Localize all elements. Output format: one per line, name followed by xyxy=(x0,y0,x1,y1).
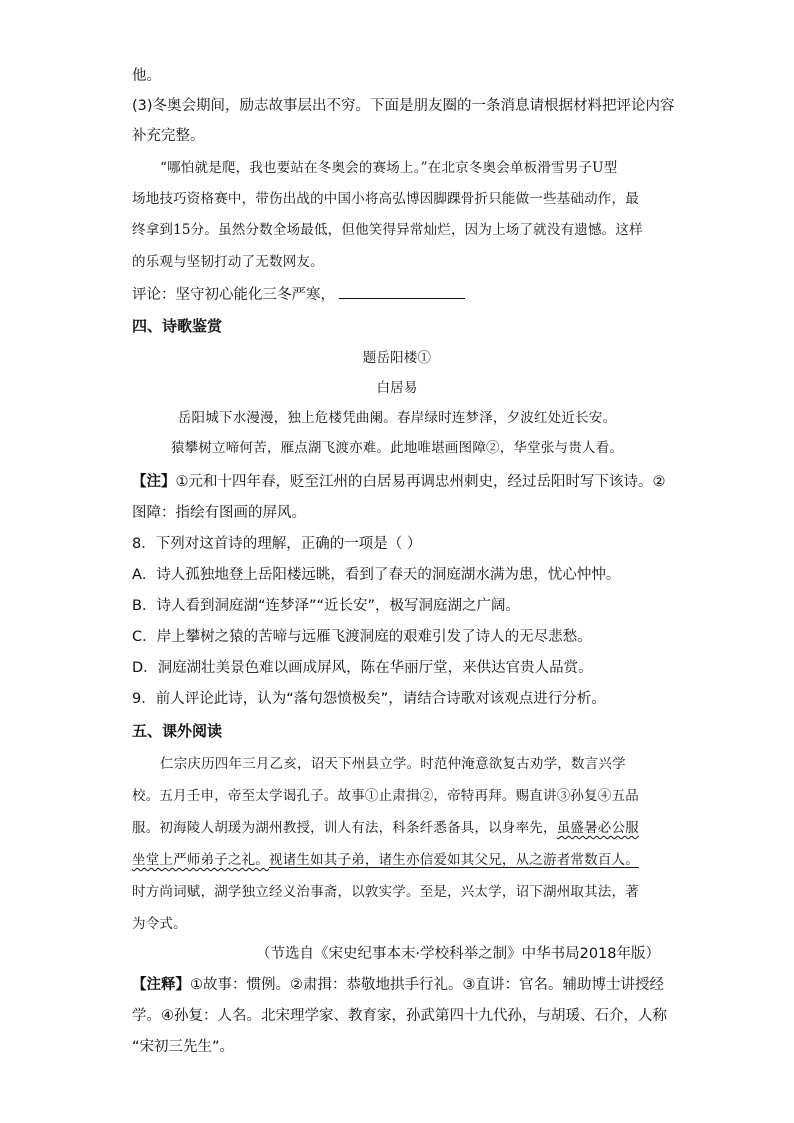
material-line: 终拿到15分。虽然分数全场最低，但他笑得异常灿烂，因为上场了就没有遗憾。这样 xyxy=(132,222,643,238)
passage-line: 仁宗庆历四年三月乙亥，诏天下州县立学。时范仲淹意欲复古劝学，数言兴学 xyxy=(160,756,626,772)
poem-note-cont: 图障：指绘有图画的屏风。 xyxy=(132,505,306,521)
text-line: 他。 xyxy=(132,68,161,84)
poem-line: 猿攀树立啼何苦，雁点湖飞渡亦难。此地唯堪画图障②，华堂张与贵人看。 xyxy=(170,440,624,456)
comment-line xyxy=(132,284,672,305)
passage-line: 时方尚词赋，湖学独立经义治事斋，以敦实学。至是，兴太学，诏下湖州取其法，著 xyxy=(132,884,639,900)
note-label: 【注】 xyxy=(132,474,176,490)
comment-prefix: 评论：坚守初心能化三冬严寒， xyxy=(132,287,335,303)
poem-line: 岳阳城下水漫漫，独上危楼凭曲阑。春岸绿时连梦泽，夕波红处近长安。 xyxy=(177,410,617,426)
underlined-text: 视诸生如其子弟，诸生亦信爱如其父兄，从之游者常数百人。 xyxy=(269,852,639,868)
material-line: “哪怕就是爬，我也要站在冬奥会的赛场上。”在北京冬奥会单板滑雪男子U型 xyxy=(160,160,618,176)
poem-note xyxy=(132,472,672,492)
passage-line: 为令式。 xyxy=(132,916,187,932)
notes-label: 【注释】 xyxy=(132,977,190,993)
note-text: ①元和十四年春，贬至江州的白居易再调忠州刺史，经过岳阳时写下该诗。② xyxy=(175,474,666,490)
section-5-heading: 五、课外阅读 xyxy=(132,722,223,740)
poem-author: 白居易 xyxy=(376,380,418,396)
passage-line xyxy=(132,850,672,870)
wavy-underlined-text: 虽盛暑必公服 xyxy=(556,820,639,836)
passage-notes xyxy=(132,975,672,995)
question-7-3-text-cont: 补充完整。 xyxy=(132,128,205,144)
question-8: 8．下列对这首诗的理解，正确的一项是（ ） xyxy=(132,536,422,552)
passage-notes-cont: “宋初三先生”。 xyxy=(132,1039,235,1055)
answer-blank[interactable] xyxy=(339,284,465,299)
passage-line xyxy=(132,818,672,838)
question-9: 9．前人评论此诗，认为“落句怨愤极矣”，请结合诗歌对该观点进行分析。 xyxy=(132,691,606,707)
section-4-heading: 四、诗歌鉴赏 xyxy=(132,317,223,335)
passage-notes-cont: 学。④孙复：人名。北宋理学家、教育家，孙武第四十九代孙，与胡瑗、石介，人称 xyxy=(132,1008,667,1024)
passage-line: 校。五月壬申，帝至太学谒孔子。故事①止肃揖②，帝特再拜。赐直讲③孙复④五品 xyxy=(132,788,639,804)
material-line: 场地技巧资格赛中，带伤出战的中国小将高弘博因脚踝骨折只能做一些基础动作，最 xyxy=(132,191,639,207)
option-d: D．洞庭湖壮美景色难以画成屏风，陈在华丽厅堂，来供达官贵人品赏。 xyxy=(132,660,593,676)
option-b: B．诗人看到洞庭湖“连梦泽”“近长安”，极写洞庭湖之广阔。 xyxy=(132,598,520,614)
wavy-underlined-text: 坐堂上严师弟子之礼。 xyxy=(132,852,269,868)
poem-title: 题岳阳楼① xyxy=(362,350,432,366)
notes-text: ①故事：惯例。②肃揖：恭敬地拱手行礼。③直讲：官名。辅助博士讲授经 xyxy=(190,977,664,993)
option-c: C．岸上攀树之猿的苦啼与远雁飞渡洞庭的艰难引发了诗人的无尽悲愁。 xyxy=(132,629,592,645)
material-line: 的乐观与坚韧打动了无数网友。 xyxy=(132,254,324,270)
passage-text: 服。初海陵人胡瑗为湖州教授，训人有法，科条纤悉备具，以身率先， xyxy=(132,820,557,836)
option-a: A．诗人孤独地登上岳阳楼远眺，看到了春天的洞庭湖水满为患，忧心忡忡。 xyxy=(132,567,621,583)
passage-source: （节选自《宋史纪事本末·学校科举之制》中华书局2018年版） xyxy=(255,946,660,962)
question-7-3-text: (3)冬奥会期间，励志故事层出不穷。下面是朋友圈的一条消息请根据材料把评论内容 xyxy=(132,98,675,114)
